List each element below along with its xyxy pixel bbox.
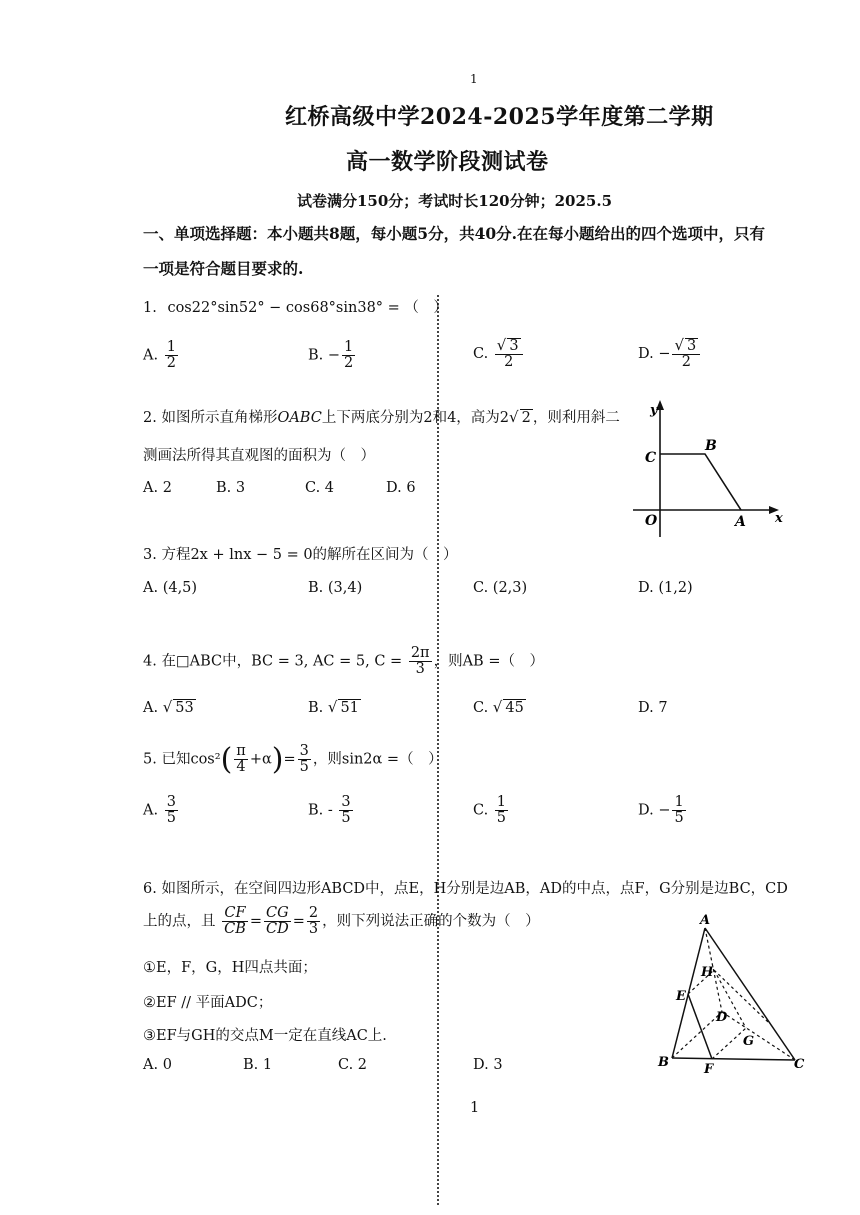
question-number: 1. [143,300,157,316]
label-a: A [700,913,711,928]
question-2-line2: 测画法所得其直观图的面积为（ ） [143,448,375,464]
radicand: 2 [521,410,531,426]
label-f: F [704,1062,714,1077]
q6-option-d: D. 3 [473,1057,503,1073]
radicand: 51 [340,700,359,716]
q4-option-a: A. √ 53 [143,698,194,716]
option-label: A. [143,802,159,819]
frac-num: 3 [166,794,176,810]
text: = [283,751,296,768]
var-oabc: OABC [277,410,322,426]
radicand: 53 [175,700,194,716]
q2-option-c: C. 4 [305,480,335,496]
question-3: 3. 方程2x + lnx − 5 = 0的解所在区间为（ ） [143,547,458,563]
question-6-line2: 上的点，且 $\frac{CF}{CB}$ = $\frac{CG}{CD}$ = $\frac{2}{3}$ ，则下列说法正确的个数为（ ） [143,905,540,938]
question-6-line1: 6. 如图所示，在空间四边形ABCD中，点E，H分别是边AB，AD的中点，点F，G分别是边BC，CD [143,881,788,897]
q4-option-b: B. √ 51 [308,698,359,716]
frac-den: 3 [415,661,425,678]
minus-sign: − [658,802,671,819]
q1-option-a [143,340,180,371]
frac-den: 2 [504,354,514,371]
statement-1: ①E，F，G，H四点共面； [143,960,317,976]
label-x: x [775,511,783,526]
q2-option-a: A. 2 [143,480,172,496]
frac-den: 5 [674,810,684,827]
frac-den: 2 [681,354,691,371]
label-h: H [701,965,714,980]
frac-num: 1 [344,339,354,355]
q6-option-c: C. 2 [338,1057,368,1073]
radicand: 3 [509,338,519,354]
option-label: C. [473,700,489,716]
q4-option-c: C. √ 45 [473,698,524,716]
option-label: B. [308,802,324,819]
radicand: 45 [505,700,524,716]
frac-num: CF [222,906,248,922]
frac-num: 3 [299,742,309,759]
text: 5. 已知cos² [143,751,221,768]
option-label: C. [473,802,489,819]
q5-option-c [473,795,510,826]
minus-sign: − [327,347,341,364]
text: 2. 如图所示直角梯形 [143,410,278,426]
option-label: D. [638,802,654,819]
label-y: y [650,403,658,418]
q2-option-b: B. 3 [216,480,246,496]
minus-sign: - [327,802,333,819]
radicand: 3 [687,338,697,354]
q5-option-d [638,795,688,826]
text: ，则下列说法正确的个数为（ ） [322,913,540,930]
q3-option-b: B. (3,4) [308,580,363,596]
frac-num: 3 [341,794,351,810]
q5-option-a [143,795,180,826]
text: 上的点，且 [143,913,216,930]
text: 4. 在□ABC中，BC = 3, AC = 5, C = [143,653,403,670]
statement-2: ②EF // 平面ADC； [143,995,273,1011]
option-label: A. [143,700,159,716]
q5-option-b [308,795,355,826]
frac-den: 5 [341,810,351,827]
tetrahedron-figure [650,910,820,1080]
frac-num: 2π [410,645,430,661]
q6-option-a: A. 0 [143,1057,172,1073]
trapezoid-edges [660,454,741,510]
frac-num: 1 [674,794,684,810]
frac-num: 1 [496,794,507,810]
frac-den: 5 [299,759,309,775]
frac-den: 5 [496,810,507,827]
label-b: B [705,438,717,454]
label-g: G [743,1034,755,1049]
label-e: E [676,989,686,1004]
exam-info: 试卷满分150分；考试时长120分钟；2025.5 [297,192,613,210]
text: ，则sin2α =（ ） [312,751,443,768]
label-c: C [645,450,657,466]
q6-option-b: B. 1 [243,1057,273,1073]
text: ，则AB =（ ） [433,653,544,670]
q3-option-a: A. (4,5) [143,580,198,596]
section-intro-line1: 一、单项选择题：本小题共8题，每小题5分，共40分.在在每小题给出的四个选项中，只有 [143,224,766,243]
q1-option-c: C. $\frac{√ 3}{2}$ [473,338,525,370]
label-c: C [794,1057,805,1072]
trapezoid-figure [625,392,785,542]
question-1 [143,296,448,317]
option-label: C. [473,346,489,363]
text: ，则利用斜二 [532,410,620,426]
exam-title: 红桥高级中学2024-2025学年度第二学期 [285,104,714,130]
frac-num: 2 [308,905,319,921]
edge-ef [688,994,712,1059]
frac-num: 1 [166,339,176,355]
q4-option-d: D. 7 [638,700,668,716]
option-label: B. [308,347,324,364]
option-label: A. [143,347,159,364]
q2-option-d: D. 6 [386,480,416,496]
frac-den: CD [266,921,289,938]
frac-num: CG [264,906,291,922]
label-a: A [735,514,746,530]
label-d: D [716,1010,728,1025]
q1-option-b [308,340,357,371]
frac-den: 4 [236,759,246,775]
minus-sign: − [658,346,671,363]
question-1-expression: cos22°sin52° − cos68°sin38° = （ ） [167,300,448,316]
statement-3: ③EF与GH的交点M一定在直线AC上. [143,1028,387,1044]
option-label: B. [308,700,324,716]
question-5: 5. 已知cos²( $\frac{\pi}{4}$ +α)= $\frac{3}{5}$ ，则sin2α =（ ） [143,742,443,777]
edge-bc [672,1058,795,1060]
option-label: D. [638,346,654,363]
text: 上下两底分别为2和4，高为2 [321,410,510,426]
exam-subtitle: 高一数学阶段测试卷 [346,149,549,175]
q3-option-d: D. (1,2) [638,580,693,596]
question-2-line1: 2. 如图所示直角梯形OABC上下两底分别为2和4，高为2√ 2 ，则利用斜二 [143,408,620,426]
tick-mark: 1 [470,72,478,86]
frac-den: 5 [166,810,176,827]
edge-fg [712,1028,746,1059]
text: +α [249,751,272,768]
frac-den: CB [224,921,246,938]
edge-dc [722,1012,795,1060]
q3-option-c: C. (2,3) [473,580,528,596]
label-o: O [645,513,658,529]
frac-num: π [236,742,246,759]
q1-option-d: D. − $\frac{√ 3}{2}$ [638,338,702,370]
label-b: B [658,1055,669,1070]
question-4 [143,646,544,677]
page-number: 1 [470,1100,480,1116]
frac-den: 3 [308,921,319,938]
frac-den: 2 [344,355,354,372]
section-intro-line2: 一项是符合题目要求的. [143,259,304,278]
frac-den: 2 [166,355,176,372]
